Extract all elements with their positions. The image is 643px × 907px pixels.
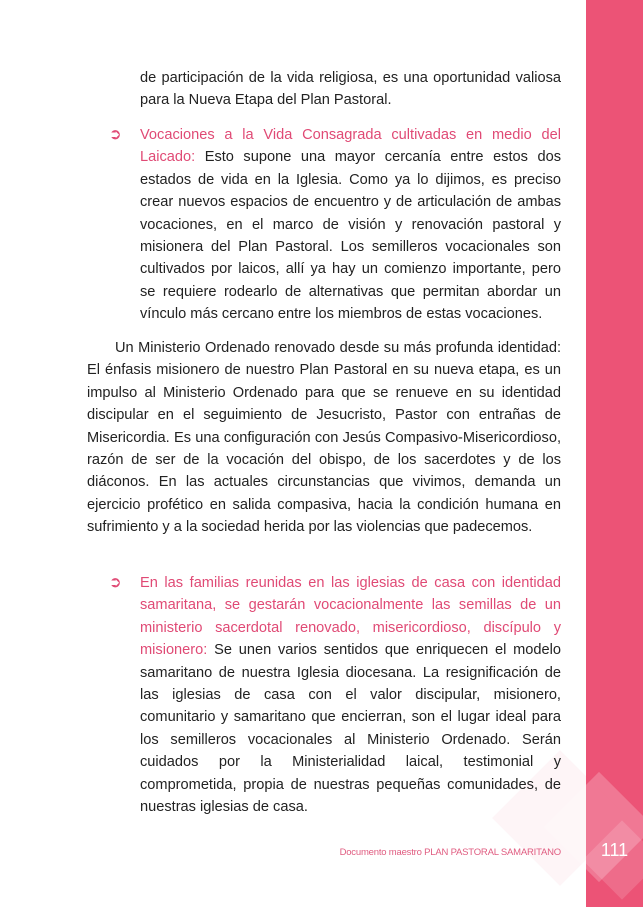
bullet-body: Se unen varios sentidos que enriquecen el modelo samaritano de nuestra Iglesia diocesana. La resignificación de las iglesias de casa con el valor discipular, misionero, comunitario y samaritano que encierran, son el lugar ideal para los semilleros vocacionales al Ministerio Ordenado. Serán cuidados por la Ministerialidad laical, testimonial y comprometida, propia de nuestras pequeñas comunidades, de nuestras iglesias de casa. [140, 642, 561, 816]
bullet-arrow-icon: ➲ [109, 574, 122, 591]
bullet-heading: Vocaciones a la Vida Consagrada cultivadas en medio del Laicado: [140, 127, 561, 166]
paragraph-ordained-ministry [87, 337, 561, 539]
bullet-heading: En las familias reunidas en las iglesias de casa con identidad samaritana, se gestarán vocacionalmente las semillas de un ministerio sacerdotal renovado, misericordioso, discípulo y misionero: [140, 575, 561, 659]
page-number: 111 [600, 840, 629, 860]
bullet-paragraph-families [140, 572, 561, 818]
bullet-body: Esto supone una mayor cercanía entre estos dos estados de vida en la Iglesia. Como ya lo dijimos, es preciso crear nuevos espacios de encuentro y de articulación de ambas vocaciones, en el marco de visión y renovación pastoral y misionera del Plan Pastoral. Los semilleros vocacionales son cultivados por laicos, allí ya hay un comienzo importante, pero se requiere rodearlo de alternativas que permitan abordar un vínculo más cercano entre los miembros de estas vocaciones. [140, 149, 561, 323]
paragraph-continuation: de participación de la vida religiosa, es una oportunidad valiosa para la Nueva Etapa del Plan Pastoral. [140, 70, 561, 109]
bullet-paragraph-consecrated-life [140, 124, 561, 326]
paragraph-text: Un Ministerio Ordenado renovado desde su más profunda identidad: El énfasis misionero de nuestro Plan Pastoral en su nueva etapa, es un impulso al Ministerio Ordenado para que se renueve en su identidad discipular en el seguimiento de Jesucristo, Pastor con entrañas de Misericordia. Es una configuración con Jesús Compasivo-Misericordioso, razón de ser de la vocación del obispo, de los sacerdotes y de los diáconos. En las actuales circunstancias que vivimos, demanda un ejercicio profético en salida compasiva, hacia la condición humana en sufrimiento y a la sociedad herida por las violencias que padecemos. [87, 340, 561, 536]
side-band [586, 0, 643, 907]
bullet-arrow-icon: ➲ [109, 126, 122, 143]
footer-caption: Documento maestro PLAN PASTORAL SAMARITANO [339, 847, 561, 858]
